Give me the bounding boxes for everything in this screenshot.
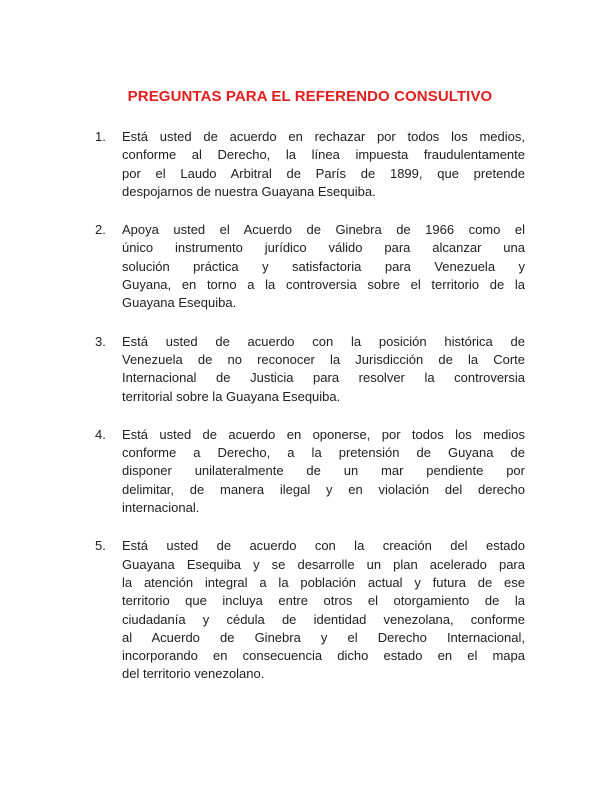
question-line: Está usted de acuerdo con la creación del estado (122, 538, 525, 554)
question-number: 5. (95, 538, 106, 554)
question-number: 1. (95, 129, 106, 144)
question-line: Apoya usted el Acuerdo de Ginebra de 1966 como el (122, 222, 525, 238)
question-line: solución práctica y satisfactoria para Venezuela y (122, 258, 525, 274)
question-line: conforme a Derecho, a la pretensión de Guyana de (122, 445, 525, 461)
question-item-1 (95, 128, 525, 201)
question-line: Guayana Esequiba y se desarrolle un plan acelerado para (122, 556, 525, 572)
question-line: Está usted de acuerdo con la posición histórica de (122, 333, 525, 349)
question-line: territorial sobre la Guayana Esequiba. (122, 388, 341, 404)
question-line: Venezuela de no reconocer la Jurisdicción de la Corte (122, 351, 525, 367)
question-line: Internacional de Justicia para resolver la controversia (122, 370, 525, 386)
question-line: al Acuerdo de Ginebra y el Derecho Internacional, (122, 629, 525, 645)
question-line: despojarnos de nuestra Guayana Esequiba. (122, 183, 376, 199)
question-line: único instrumento jurídico válido para alcanzar una (122, 240, 525, 256)
question-line: la atención integral a la población actual y futura de ese (122, 574, 525, 590)
question-number: 4. (95, 426, 106, 442)
question-number: 3. (95, 333, 106, 349)
question-line: internacional. (122, 500, 200, 516)
question-line: incorporando en consecuencia dicho estado en el mapa (122, 648, 525, 664)
document-content (95, 88, 525, 704)
question-line: conforme al Derecho, la línea impuesta fraudulentamente (122, 147, 525, 163)
question-line: Guyana, en torno a la controversia sobre el territorio de la (122, 277, 525, 293)
question-number: 2. (95, 222, 106, 238)
question-line: disponer unilateralmente de un mar pendiente por (122, 463, 525, 479)
document-title: PREGUNTAS PARA EL REFERENDO CONSULTIVO (127, 88, 493, 105)
question-line: por el Laudo Arbitral de París de 1899, que pretende (122, 165, 525, 181)
question-item-4 (95, 426, 525, 517)
question-line: territorio que incluya entre otros el otorgamiento de la (122, 593, 525, 609)
question-line: del territorio venezolano. (122, 666, 265, 682)
question-line: delimitar, de manera ilegal y en violación del derecho (122, 481, 525, 497)
question-item-5 (95, 537, 525, 683)
question-line: ciudadanía y cédula de identidad venezolana, conforme (122, 611, 525, 627)
question-line: Guayana Esequiba. (122, 295, 237, 311)
question-line: Está usted de acuerdo en oponerse, por todos los medios (122, 426, 525, 442)
question-item-2 (95, 221, 525, 312)
question-line: Está usted de acuerdo en rechazar por todos los medios, (122, 129, 525, 144)
question-item-3 (95, 333, 525, 406)
